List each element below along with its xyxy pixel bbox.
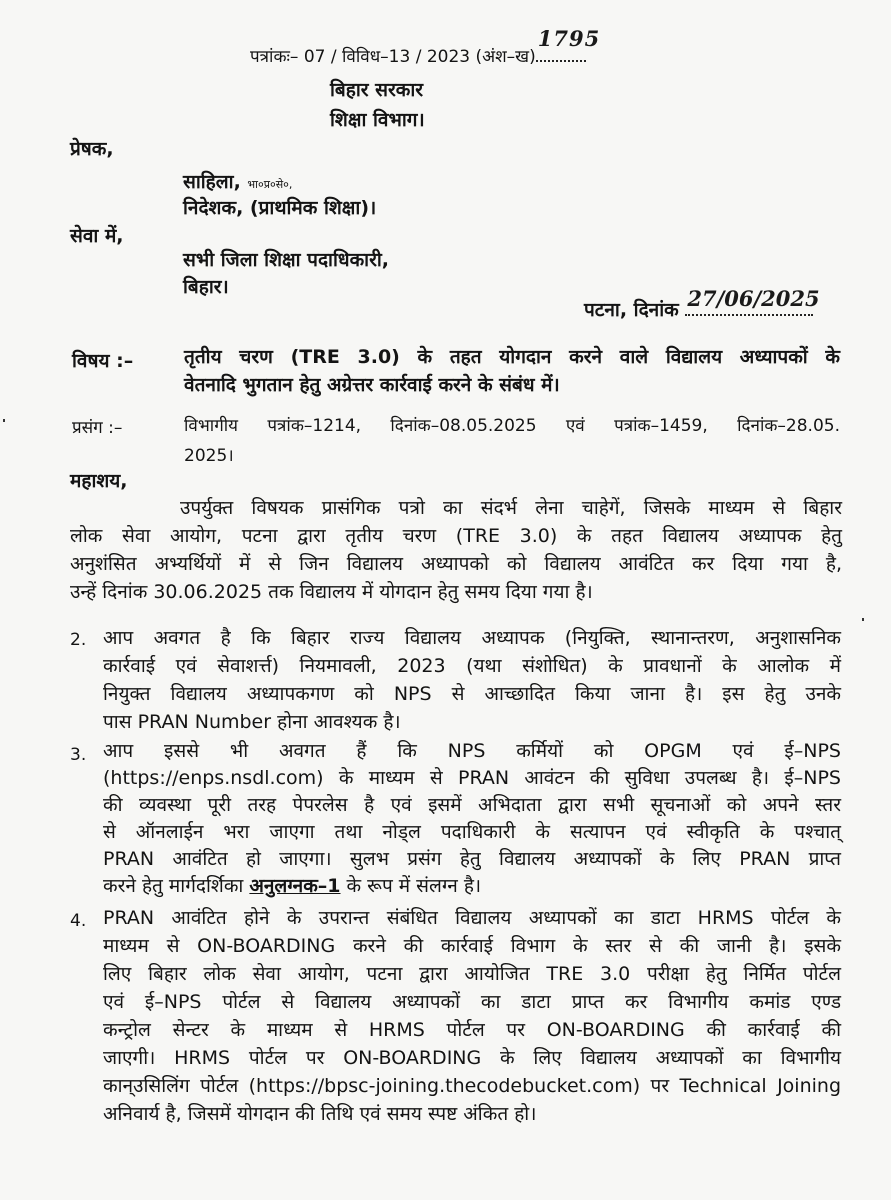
- scan-speck: [862, 618, 864, 621]
- point-line: आप इससे भी अवगत हैं कि NPS कर्मियों को OPGM एवं ई–NPS: [103, 740, 841, 762]
- annexure-pre: करने हेतु मार्गदर्शिका: [103, 875, 250, 897]
- recipient-line2: बिहार।: [183, 276, 229, 298]
- place-date-label: पटना, दिनांक: [584, 299, 679, 321]
- point-line: PRAN आवंटित होने के उपरान्त संबंधित विद्यालय अध्यापकों का डाटा HRMS पोर्टल के: [103, 907, 841, 929]
- point-line: कन्ट्रोल सेन्टर के माध्यम से HRMS पोर्टल पर ON-BOARDING की कार्रवाई की: [103, 1019, 841, 1041]
- reference-number-blank: [536, 26, 601, 62]
- annexure-link: अनुलग्नक–1: [249, 875, 341, 897]
- paragraph-line: लोक सेवा आयोग, पटना द्वारा तृतीय चरण (TRE 3.0) के तहत विद्यालय अध्यापक हेतु: [70, 525, 842, 547]
- point-line: माध्यम से ON-BOARDING करने की कार्रवाई विभाग के स्तर से की जानी है। इसके: [103, 935, 841, 957]
- point-2-text: [103, 624, 841, 736]
- point-line-annexure: [103, 873, 841, 900]
- subject-text: [184, 343, 840, 399]
- point-line: कान्उसिलिंग पोर्टल (https://bpsc-joining.thecodebucket.com) पर Technical Joining: [103, 1075, 841, 1097]
- sender-name: [183, 168, 292, 194]
- paragraph-line: उपर्युक्त विषयक प्रासंगिक पत्रो का संदर्भ लेना चाहेगें, जिसके माध्यम से बिहार: [180, 497, 842, 519]
- point-line: पास PRAN Number होना आवश्यक है।: [103, 711, 401, 733]
- point-line: आप अवगत है कि बिहार राज्य विद्यालय अध्यापक (नियुक्ति, स्थानान्तरण, अनुशासनिक: [103, 627, 841, 649]
- point-line: PRAN आवंटित हो जाएगा। सुलभ प्रसंग हेतु विद्यालय अध्यापकों के लिए PRAN प्राप्त: [103, 848, 841, 870]
- paragraph-line: उन्हें दिनांक 30.06.2025 तक विद्यालय में योगदान हेतु समय दिया गया है।: [70, 581, 593, 603]
- reference-label: प्रसंग :–: [72, 418, 123, 438]
- reference-line: विभागीय पत्रांक–1214, दिनांक–08.05.2025 एवं पत्रांक–1459, दिनांक–28.05.: [184, 416, 840, 436]
- point-4-number: 4.: [70, 911, 87, 931]
- government-name: बिहार सरकार: [330, 79, 424, 101]
- handwritten-ref-number: 1795: [537, 26, 601, 51]
- point-line: जाएगी। HRMS पोर्टल पर ON-BOARDING के लिए विद्यालय अध्यापकों का विभागीय: [103, 1047, 841, 1069]
- point-3-number: 3.: [70, 745, 87, 765]
- point-line: एवं ई–NPS पोर्टल से विद्यालय अध्यापकों का डाटा प्राप्त कर विभागीय कमांड एण्ड: [103, 991, 841, 1013]
- paragraph-line: अनुशंसित अभ्यर्थियों में से जिन विद्यालय अध्यापको को विद्यालय आवंटित कर दिया गया है,: [70, 553, 842, 575]
- sender-designation: निदेशक, (प्राथमिक शिक्षा)।: [183, 197, 377, 219]
- point-line: लिए बिहार लोक सेवा आयोग, पटना द्वारा आयोजित TRE 3.0 परीक्षा हेतु निर्मित पोर्टल: [103, 963, 841, 985]
- sender-service: भा०प्र०से०,: [247, 178, 293, 191]
- point-2-number: 2.: [70, 630, 87, 650]
- scan-speck: [3, 419, 5, 422]
- annexure-post: के रूप में संलग्न है।: [340, 875, 482, 897]
- point-line: की व्यवस्था पूरी तरह पेपरलेस है एवं इसमें अभिदाता द्वारा सभी सूचनाओं को अपने स्तर: [103, 794, 841, 816]
- sender-label: प्रेषक,: [70, 138, 114, 160]
- reference-line: 2025।: [184, 446, 234, 466]
- department-name: शिक्षा विभाग।: [330, 109, 425, 131]
- reference-number: [250, 26, 601, 67]
- subject-label: विषय :–: [72, 350, 134, 372]
- point-line: नियुक्त विद्यालय अध्यापकगण को NPS से आच्छादित किया जाना है। इस हेतु उनके: [103, 683, 841, 705]
- recipient-line1: सभी जिला शिक्षा पदाधिकारी,: [183, 249, 390, 271]
- recipient-label: सेवा में,: [70, 225, 124, 247]
- point-line: कार्रवाई एवं सेवाशर्त्त) नियमावली, 2023 (यथा संशोधित) के प्रावधानों के आलोक में: [103, 655, 841, 677]
- paragraph-1: [70, 494, 842, 606]
- subject-line: वेतनादि भुगतान हेतु अग्रेत्तर कार्रवाई करने के संबंध में।: [184, 374, 560, 396]
- subject-line: तृतीय चरण (TRE 3.0) के तहत योगदान करने वाले विद्यालय अध्यापकों के: [184, 346, 840, 368]
- reference-text: [184, 411, 840, 471]
- point-line: अनिवार्य है, जिसमें योगदान की तिथि एवं समय स्पष्ट अंकित हो।: [103, 1103, 537, 1125]
- reference-number-text: पत्रांकः– 07 / विविध–13 / 2023 (अंश–ख): [250, 47, 536, 67]
- handwritten-date: 27/06/2025: [687, 286, 820, 311]
- point-4-text: [103, 904, 841, 1128]
- place-date: [584, 286, 820, 322]
- salutation: महाशय,: [70, 470, 128, 492]
- point-line: से ऑनलाईन भरा जाएगा तथा नोड्ल पदाधिकारी के सत्यापन एवं स्वीकृति के पश्चात्: [103, 821, 841, 843]
- point-3-text: [103, 738, 841, 900]
- sender-name-text: साहिला,: [183, 171, 241, 193]
- point-line: (https://enps.nsdl.com) के माध्यम से PRAN आवंटन की सुविधा उपलब्ध है। ई–NPS: [103, 767, 841, 789]
- date-blank: [685, 286, 820, 316]
